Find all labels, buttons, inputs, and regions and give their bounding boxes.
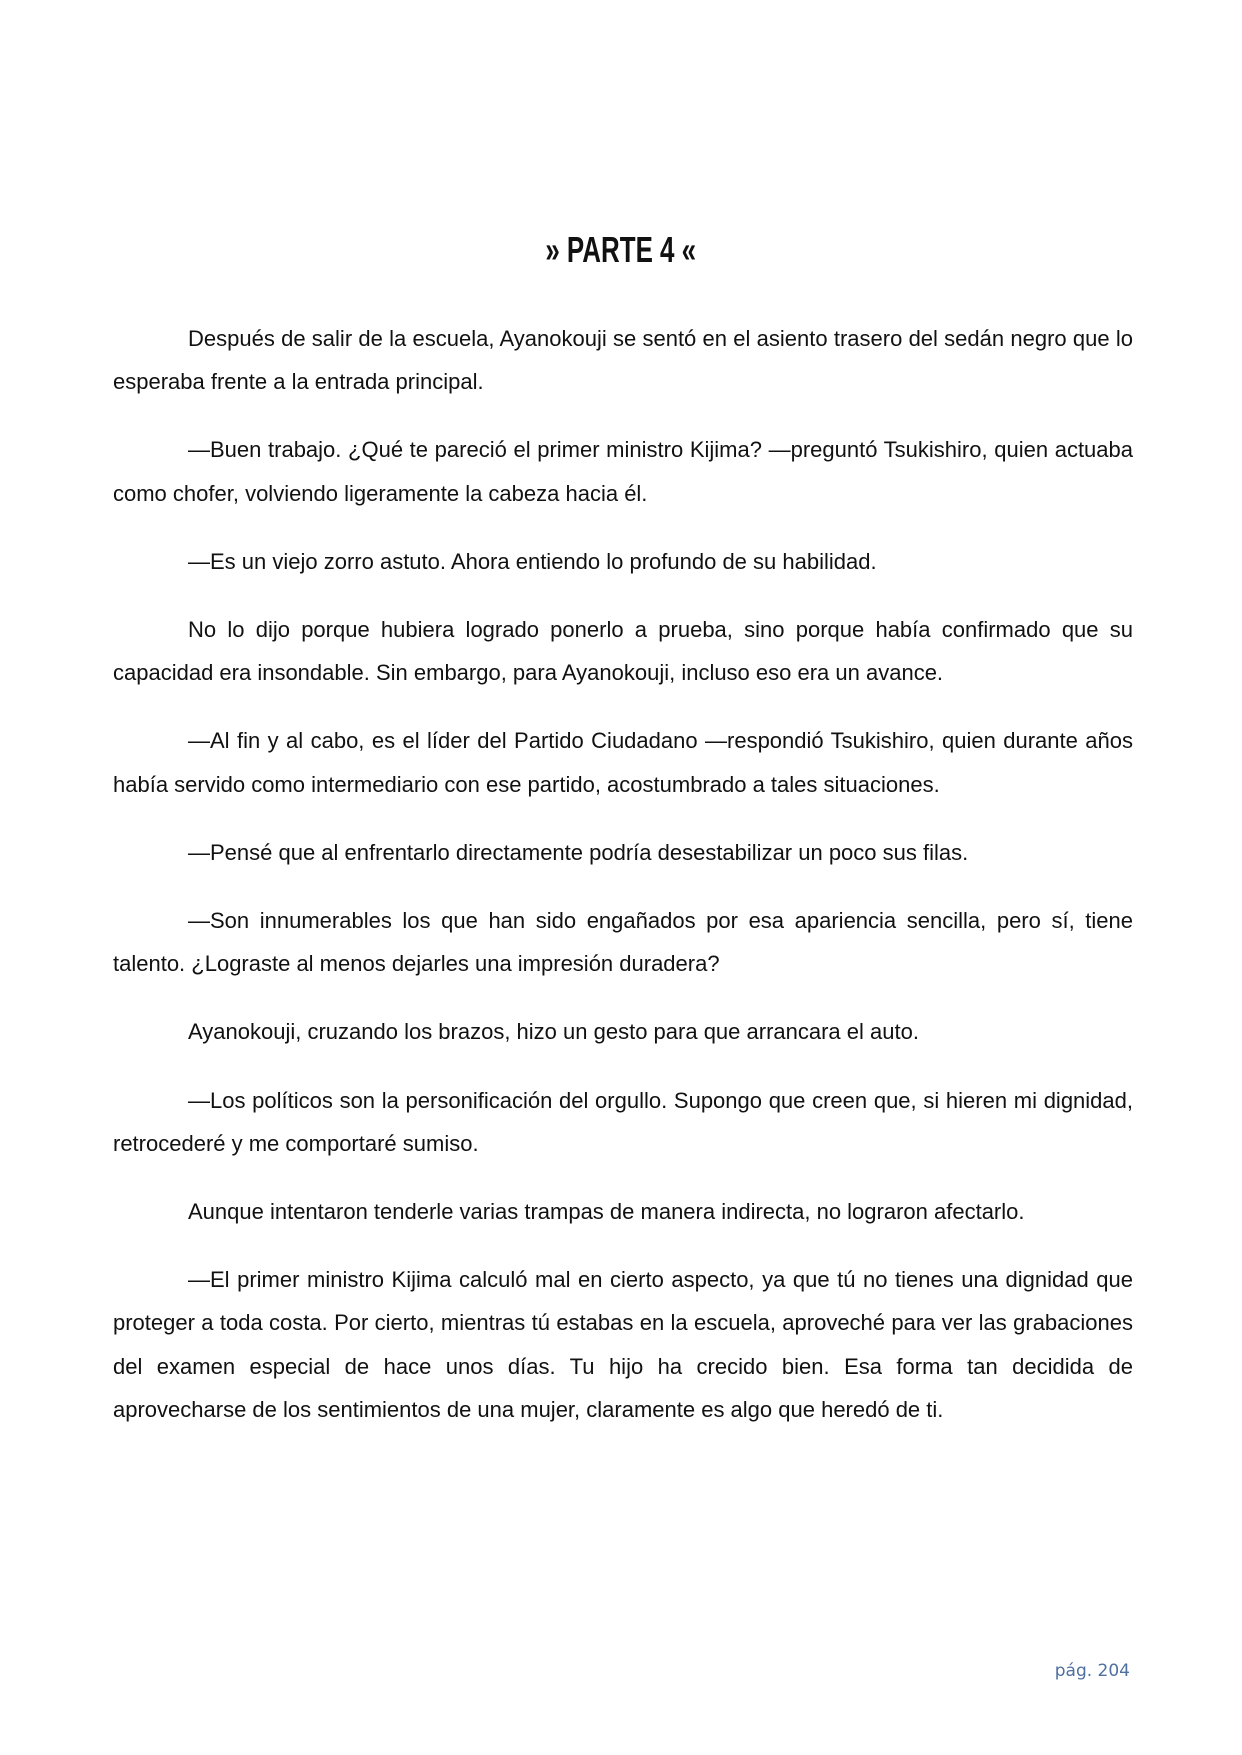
paragraph: —Los políticos son la personificación del orgullo. Supongo que creen que, si hieren mi dignidad, retrocederé y me comportaré sumiso.	[113, 1087, 1133, 1156]
paragraph: Después de salir de la escuela, Ayanokouji se sentó en el asiento trasero del sedán negro que lo esperaba frente a la entrada principal.	[113, 326, 1133, 395]
chapter-heading	[0, 228, 1242, 272]
paragraph: Aunque intentaron tenderle varias trampas de manera indirecta, no lograron afectarlo.	[188, 1199, 1025, 1225]
paragraph: Ayanokouji, cruzando los brazos, hizo un gesto para que arrancara el auto.	[188, 1019, 919, 1045]
paragraph: No lo dijo porque hubiera logrado ponerlo a prueba, sino porque había confirmado que su capacidad era insondable. Sin embargo, para Ayanokouji, incluso eso era un avance.	[113, 617, 1133, 686]
page-number: pág. 204	[1054, 1661, 1130, 1681]
paragraph: —Son innumerables los que han sido engañados por esa apariencia sencilla, pero sí, tiene talento. ¿Lograste al menos dejarles una impresión duradera?	[113, 908, 1133, 977]
paragraph: —Es un viejo zorro astuto. Ahora entiendo lo profundo de su habilidad.	[188, 548, 877, 574]
body-text	[113, 317, 1133, 1456]
paragraph: —Pensé que al enfrentarlo directamente podría desestabilizar un poco sus filas.	[188, 839, 969, 865]
paragraph: —El primer ministro Kijima calculó mal en cierto aspecto, ya que tú no tienes una dignidad que proteger a toda costa. Por cierto, mientras tú estabas en la escuela, aproveché para ver las grabaciones del examen especial de hace unos días. Tu hijo ha crecido bien. Esa forma tan decidida de aprovecharse de los sentimientos de una mujer, claramente es algo que heredó de ti.	[113, 1267, 1133, 1422]
paragraph: —Al fin y al cabo, es el líder del Partido Ciudadano —respondió Tsukishiro, quien durante años había servido como intermediario con ese partido, acostumbrado a tales situaciones.	[113, 728, 1133, 797]
chapter-title: » PARTE 4 «	[545, 229, 697, 270]
paragraph: —Buen trabajo. ¿Qué te pareció el primer ministro Kijima? —preguntó Tsukishiro, quien actuaba como chofer, volviendo ligeramente la cabeza hacia él.	[113, 437, 1133, 506]
